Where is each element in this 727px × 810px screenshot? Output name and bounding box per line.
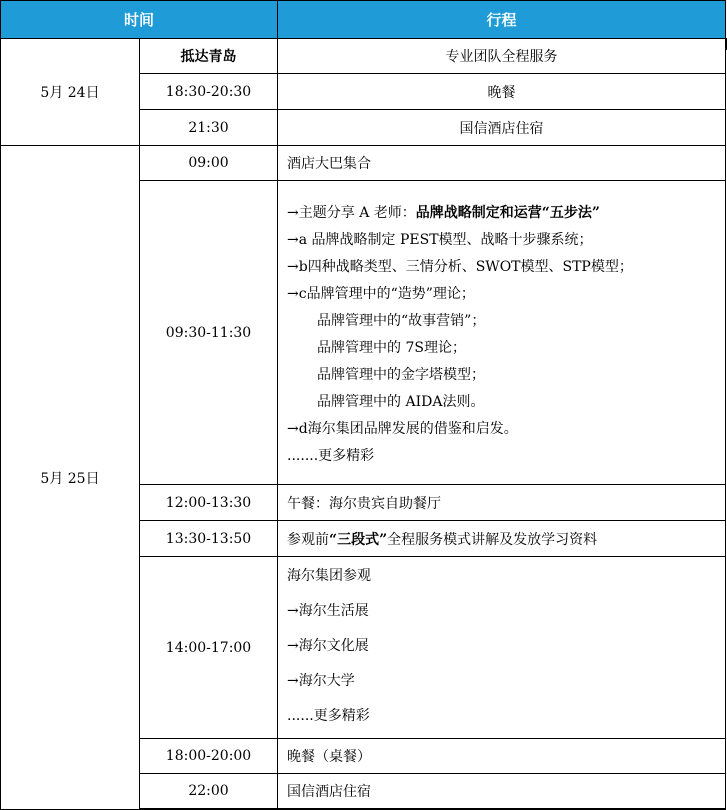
time-cell: 09:00	[140, 146, 278, 181]
seminar-line	[287, 200, 725, 227]
time-cell: 09:30-11:30	[140, 181, 278, 485]
time-cell: 21:30	[140, 110, 278, 146]
header-row	[1, 1, 726, 39]
activity-suffix: 全程服务模式讲解及发放学习资料	[387, 531, 598, 548]
header-itinerary: 行程	[278, 1, 726, 39]
date-cell-day1: 5月 24日	[1, 39, 140, 146]
activity-cell	[278, 521, 726, 557]
time-cell: 抵达青岛	[140, 39, 278, 74]
time-cell: 18:00-20:00	[140, 739, 278, 774]
visit-line: →海尔生活展	[287, 603, 369, 619]
spacer-cell	[278, 809, 726, 810]
seminar-line: 品牌管理中的 7S理论；	[317, 339, 466, 356]
seminar-line: 品牌管理中的金字塔模型；	[317, 366, 486, 383]
time-cell: 18:30-20:30	[140, 74, 278, 110]
seminar-line: →b四种战略类型、三情分析、SWOT模型、STP模型；	[287, 258, 633, 275]
seminar-line: .......更多精彩	[287, 447, 375, 464]
seminar-line: 品牌管理中的“故事营销”；	[317, 312, 486, 329]
visit-line: ......更多精彩	[287, 708, 370, 724]
date-cell-day2: 5月 25日	[1, 146, 140, 810]
seminar-line: →d海尔集团品牌发展的借鉴和启发。	[287, 420, 518, 437]
activity-cell: 晚餐	[278, 74, 726, 110]
activity-highlight: “三段式”	[329, 531, 388, 548]
time-cell: 14:00-17:00	[140, 557, 278, 739]
visit-line: 海尔集团参观	[287, 568, 372, 584]
visit-line: →海尔大学	[287, 673, 355, 689]
activity-cell: 国信酒店住宿	[278, 774, 726, 809]
activity-cell: 专业团队全程服务	[278, 39, 726, 74]
seminar-topic-prefix: →主题分享 A 老师：	[287, 204, 416, 221]
activity-cell-visit	[278, 557, 726, 739]
activity-cell-seminar	[278, 181, 726, 485]
seminar-line: →a 品牌战略制定 PEST模型、战略十步骤系统；	[287, 231, 593, 248]
activity-cell: 午餐：海尔贵宾自助餐厅	[278, 485, 726, 521]
activity-cell: 国信酒店住宿	[278, 110, 726, 146]
spacer-cell	[140, 809, 278, 810]
seminar-line: →c品牌管理中的“造势”理论；	[287, 285, 475, 302]
activity-cell: 酒店大巴集合	[278, 146, 726, 181]
activity-cell: 晚餐（桌餐）	[278, 739, 726, 774]
visit-line: →海尔文化展	[287, 638, 369, 654]
activity-prefix: 参观前	[287, 531, 330, 548]
seminar-line: 品牌管理中的 AIDA法则。	[317, 393, 485, 410]
time-cell: 13:30-13:50	[140, 521, 278, 557]
table-row	[1, 146, 726, 181]
seminar-topic-title: 品牌战略制定和运营“五步法”	[415, 204, 600, 221]
header-time: 时间	[1, 1, 278, 39]
time-cell: 12:00-13:30	[140, 485, 278, 521]
time-cell: 22:00	[140, 774, 278, 809]
table-row	[1, 39, 726, 74]
